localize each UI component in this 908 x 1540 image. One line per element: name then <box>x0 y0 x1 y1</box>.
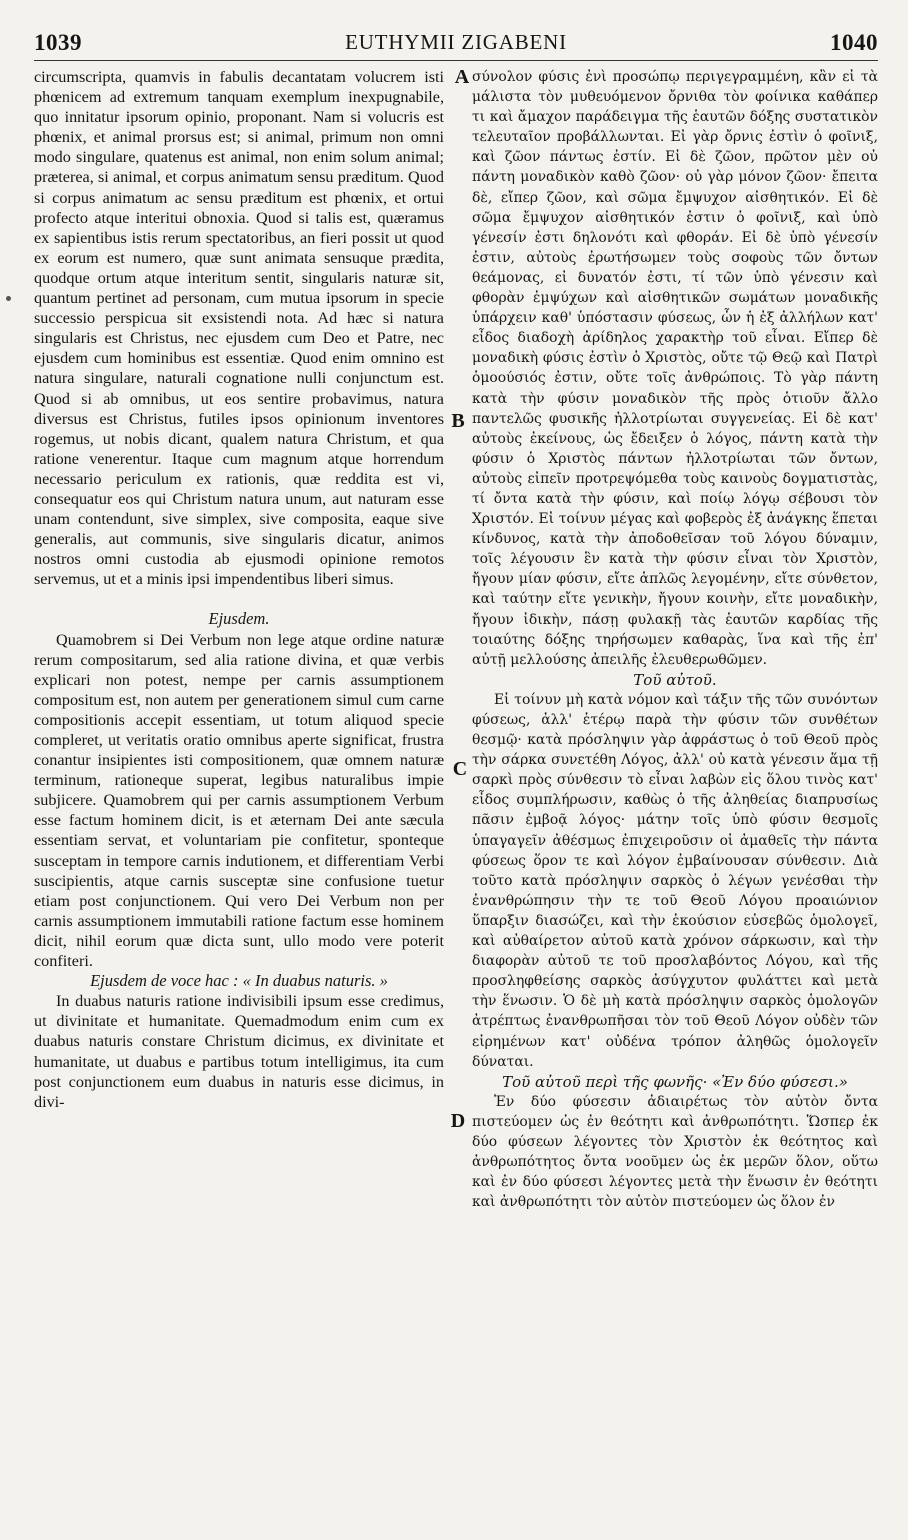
latin-paragraph-3: In duabus naturis ratione indivisibili ipsum esse credimus, ut divinitate et humanitate. Quemadmodum enim cum ex duabus naturis constare Christum dicimus, ex divinitate et humanitate, ut duabus e partibus totum intelligimus, ita cum post conjunctionem eum duabus in naturis esse dicimus, in divi- <box>34 992 444 1111</box>
margin-letter-d: D <box>450 1110 466 1132</box>
latin-heading-ejusdem: Ejusdem. <box>208 609 270 629</box>
greek-column <box>472 67 878 1212</box>
page-header <box>34 30 878 58</box>
greek-paragraph-1: σύνολον φύσις ἐνὶ προσώπῳ περιγεγραμμένη, κἂν εἰ τὰ μάλιστα τὸν μυθευόμενον ὄρνιθα τὸν φοίνικα καθάπερ τι καὶ ἄμαχον παράδειγμα τῆς ἑαυτῶν δόξης συστατικὸν τελευταῖον προβάλλωνται. Εἰ γὰρ ὄρνις ἐστὶν ὁ φοῖνιξ, καὶ ζῶον πάντως ἐστίν. Εἰ δὲ ζῶον, πρῶτον μὲν οὐ πάντη μοναδικὸν καθὸ ζῶον· οὐ γὰρ μόνον ζῶον· ἔπειτα δὲ, εἴπερ ζῶον, καὶ σῶμα ἔμψυχον αἰσθητικόν. Εἰ δὲ σῶμα ἔμψυχον αἰσθητικόν ἐστιν ὁ φοῖνιξ, καὶ ὑπὸ γένεσίν ἐστι δηλονότι καὶ φθοράν. Εἰ δὲ ὑπὸ γένεσίν ἐστιν, αὐτοὺς ἐρωτήσωμεν τοὺς σοφοὺς τῶν ὄντων θεάμονας, εἰ δυνατόν ἐστι, τί τῶν ὑπὸ γένεσιν καὶ φθορὰν ἐμψύχων καὶ αἰσθητικῶν σωμάτων μοναδικῆς ὑπάρχειν καθ' ὑπόστασιν φύσεως, ὧν ἡ ἐξ ἀλλήλων κατ' εἶδος διαδοχὴ ἀρίδηλος χαρακτὴρ τοῦ εἶναι. Εἴπερ δὲ μοναδικὴ φύσις ἐστὶν ὁ Χριστὸς, οὔτε τῷ Θεῷ καὶ Πατρὶ ὁμοούσιός ἐστιν, οὔτε τοῖς ἀνθρώποις. Τὸ γὰρ πάντη κατὰ τὴν φύσιν μοναδικὸν τῆς πρὸς ὁτιοῦν ἄλλο παντελῶς φυσικῆς ἠλλοτρίωται συγγενείας. Εἰ δὲ κατ' αὐτοὺς ἐκείνους, ὡς ἔδειξεν ὁ λόγος, πάντη κατὰ τὴν φύσιν ὁ Χριστὸς πάντων ἠλλοτρίωται τῶν ὄντων, αὐτοὺς εἰπεῖν προτρεψόμεθα τοὺς καινοὺς δογματιστὰς, τί ὄντα κατὰ τὴν φύσιν, καὶ ποίῳ λόγῳ σέβουσι τὸν Χριστόν. Εἰ τοίνυν μέγας καὶ φοβερὸς ἐξ ἀνάγκης ἕπεται κίνδυνος, κατὰ τὴν ἀποδοθεῖσαν τοῦ λόγου δύναμιν, τοῖς λέγουσιν ἓν κατὰ τὴν φύσιν εἶναι τὸν Χριστὸν, ἤγουν μίαν φύσιν, εἴτε ἁπλῶς λεγομένην, εἴτε σύνθετον, καὶ ταύτην εἴτε γενικὴν, ἤγουν κοινὴν, εἴτε μοναδικὴν, ἤγουν ἰδικὴν, πάσῃ φυλακῇ τὰς ἑαυτῶν καρδίας τῆς τοιαύτης δόξης τηρήσωμεν καθαρὰς, ἵνα καὶ τῆς ἐπ' αὐτῇ μελλούσης ἀπειλῆς ἐλευθερωθῶμεν. <box>472 69 878 668</box>
greek-paragraph-3: Ἐν δύο φύσεσιν ἀδιαιρέτως τὸν αὐτὸν ὄντα πιστεύομεν ὡς ἐν θεότητι καὶ ἀνθρωπότητι. Ὥσπερ ἐκ δύο φύσεων λέγοντες τὸν Χριστὸν ἐκ θεότητος καὶ ἀνθρωπότητος ὄντα νοοῦμεν ὡς ἐκ μερῶν ὅλον, οὕτω καὶ ἐν δύο φύσεσι λέγοντες μετὰ τὴν ἕνωσιν ἐν θεότητι καὶ ἀνθρωπότητι τὸν αὐτὸν πιστεύομεν ὡς ὅλον ἐν <box>472 1093 878 1211</box>
running-title: EUTHYMII ZIGABENI <box>345 30 567 54</box>
page-number-right: 1040 <box>830 30 878 55</box>
latin-heading-de-voce: Ejusdem de voce hac : « In duabus naturis. » <box>90 971 388 991</box>
greek-paragraph-2: Εἰ τοίνυν μὴ κατὰ νόμον καὶ τάξιν τῆς τῶν συνόντων φύσεως, ἀλλ' ἑτέρῳ παρὰ τὴν φύσιν τῶν συνθέτων θεσμῷ· κατὰ πρόσληψιν γὰρ ἀφράστως ὁ τοῦ Θεοῦ πρὸς τὴν σάρκα συνετέθη Λόγος, ἀλλ' οὐ κατὰ γένεσιν ἅμα τῇ σαρκὶ πρὸς σύνθεσιν τὸ εἶναι λαβὼν εἰς ὅλου τινὸς κατ' εἶδος συμπλήρωσιν, καθὼς ὁ τῆς ἀληθείας διαπρυσίως πᾶσιν ἐμβοᾷ λόγος· μάτην τοῖς ὑπὸ φύσιν θεσμοῖς ὑπαγαγεῖν ἀθέσμως ἐπιχειροῦσιν οἱ ἀμαθεῖς τὴν πάντα φύσεως ὅρον τε καὶ λόγον ἐμβαίνουσαν σύνθεσιν. Διὰ τοῦτο κατὰ πρόσληψιν σαρκὸς ὁ λέγων γενέσθαι τὴν ἐνανθρώπησιν τὴν τε τοῦ Θεοῦ Λόγου προαιώνιον ὕπαρξιν διασώζει, καὶ τὴν ἑκούσιον εὐσεβῶς ὁμολογεῖ, καὶ αὐθαίρετον αὐτοῦ κατὰ χρόνον σάρκωσιν, καὶ τὴν διαφορὰν αὐτοῦ τε τοῦ προσλαβόντος Λόγου, καὶ τῆς προσληφθείσης σαρκὸς ἀσύγχυτον φυλάττει καὶ μετὰ τὴν ἕνωσιν. Ὁ δὲ μὴ κατὰ πρόσληψιν σαρκὸς ὁμολογῶν ἀτρέπτως ἐνανθρωπῆσαι τὸν τοῦ Θεοῦ Λόγον οὐδὲν τῶν εἰρημένων κατ' οὐδένα τρόπον ἀληθῶς ὁμολογεῖν δύναται. <box>472 691 878 1070</box>
page-number-left: 1039 <box>34 30 82 55</box>
latin-column <box>34 67 444 1112</box>
greek-heading-tou-autou: Τοῦ αὐτοῦ. <box>633 670 717 689</box>
margin-letter-a: A <box>454 66 470 88</box>
latin-paragraph-2: Quamobrem si Dei Verbum non lege atque ordine naturæ rerum compositarum, sed alia ratione divina, et quæ verbis explicari non potest, nempe per carnis assumptionem compositum est, non autem per generationem simul cum carne compositionis accepit essentiam, ut totum aliquod specie compleret, ut veritatis oratio omnibus aperte significat, frustra conantur insipientes isti compositionem, quæ omnem naturæ terminum, rationeque superat, legibus naturalibus impie subjicere. Quamobrem qui per carnis assumptionem Verbum esse factum hominem dicit, is et æternam Dei ante sæcula essentiam servat, et voluntariam pie confitetur, sponteque susceptam in tempore carnis indutionem, et differentiam Verbi suscipientis, atque carnis susceptæ sine confusione tuetur etiam post conjunctionem. Qui vero Dei Verbum non per carnis assumptionem immutabili ratione factum esse hominem dicit, nihil eorum quæ dicta sunt, ullo modo vere poterit confiteri. <box>34 630 444 971</box>
scan-speck <box>6 296 11 301</box>
header-rule <box>34 60 878 61</box>
margin-letter-b: B <box>451 410 465 432</box>
margin-letter-c: C <box>452 758 468 780</box>
greek-heading-peri-phones: Τοῦ αὐτοῦ περὶ τῆς φωνῆς· «Ἐν δύο φύσεσι.» <box>502 1072 848 1091</box>
latin-paragraph-1: circumscripta, quamvis in fabulis decantatam volucrem isti phœnicem ad extremum tanquam exemplum inexpugnabile, quo innitatur ipsorum opinio, proponant. Nam si volucris est phœnix, et animal prorsus est; si animal, primum non omni modo singulare, quatenus est animal, non enim solum animal; præterea, si animal, et corpus animatum sensu præditum. Quod si corpus animatum ac sensu præditum est phœnix, et ortui profecto atque interitui obnoxia. Quod si talis est, quæramus ex sapientibus istis rerum spectatoribus, an fieri possit ut quod ex eorum est numero, quæ sunt animata sensuque prædita, quodque ortum atque interitum sentit, singularis naturæ sit, quantum pertinet ad personam, cum mutua ipsorum in specie successio perspicua sit exsistendi nota. Ad hæc si natura singularis est Christus, nec ejusdem cum Deo et Patre, nec ejusdem cum hominibus est essentiæ. Quod enim omnino est natura singulare, naturali cognatione nulli conjunctum est. Quod si ab omnibus, ut eos sentire probavimus, natura diversus est Christus, futiles ipsos opinionum inventores rogemus, ut nobis dicant, qualem natura Christum, et qua ratione venerentur. Itaque cum magnum atque horrendum necessario periculum ex rationis, quæ reddita est vi, consequatur eos qui Christum natura unum, aut naturam esse unam contendunt, sive simplex, sive composita, eaque sive generalis, aut communis, sive singularis dicatur, animos nostros omni custodia ab ejusmodi opinione remotos servemus, ut et a minis ipsi impendentibus liberi simus. <box>34 68 444 589</box>
section-gap <box>34 589 444 609</box>
